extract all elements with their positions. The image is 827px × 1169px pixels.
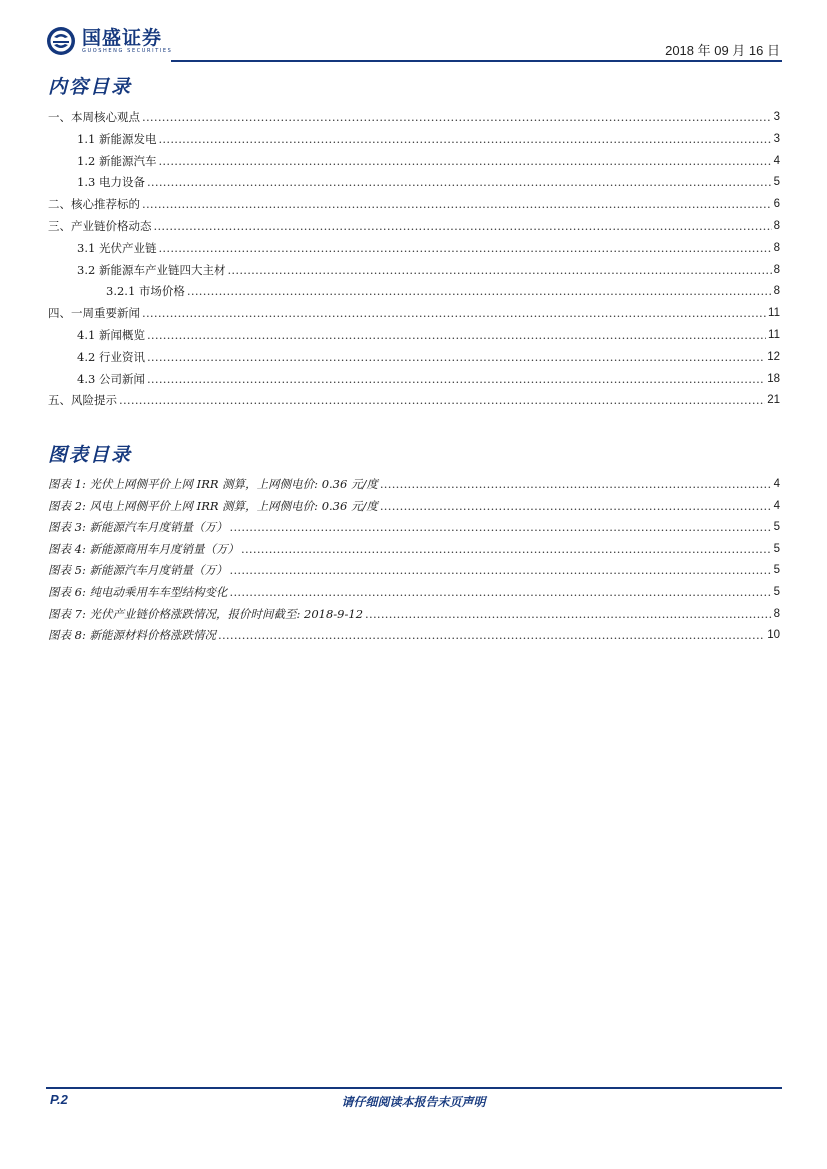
figure-entry[interactable]	[48, 583, 780, 601]
toc-entry-page: 21	[767, 394, 780, 407]
toc-leader-dots	[158, 130, 771, 148]
figure-entry-label: 图表 6: 纯电动乘用车车型结构变化	[48, 585, 228, 599]
toc-leader-dots	[187, 282, 772, 300]
header-rule	[171, 60, 782, 62]
toc-entry-page: 12	[767, 350, 780, 363]
logo-wordmark: 国盛证券	[82, 26, 163, 49]
toc-leader-dots	[142, 195, 772, 213]
toc-leader-dots	[119, 391, 765, 409]
figure-entry-page: 5	[773, 521, 780, 534]
toc-leader-dots	[158, 152, 771, 170]
figure-entry-page: 5	[773, 586, 780, 598]
toc-entry-label: 五、风险提示	[48, 393, 117, 408]
disclaimer-note: 请仔细阅读本报告末页声明	[341, 1095, 486, 1109]
toc-entry-page: 8	[773, 285, 780, 298]
toc-leader-dots	[147, 348, 765, 366]
toc-entry[interactable]	[77, 173, 780, 191]
figure-entry-label: 图表 1: 光伏上网侧平价上网 IRR 测算，上网侧电价: 0.36 元/度	[48, 477, 378, 491]
toc-entry[interactable]	[77, 370, 780, 388]
figure-leader-dots	[241, 540, 772, 558]
company-logo	[46, 24, 172, 58]
figure-entry[interactable]	[48, 518, 780, 536]
logo-subtitle: GUOSHENG SECURITIES	[82, 47, 173, 54]
toc-entry-page: 11	[768, 307, 780, 320]
figure-entry-page: 8	[773, 607, 780, 620]
toc-entry-label: 1.3 电力设备	[77, 175, 145, 190]
toc-leader-dots	[227, 261, 771, 279]
figure-entry[interactable]	[48, 561, 780, 579]
figure-entry-label: 图表 5: 新能源汽车月度销量（万）	[48, 563, 228, 578]
toc-entry-page: 3	[773, 132, 780, 145]
footer-rule	[46, 1087, 782, 1089]
toc-leader-dots	[158, 239, 771, 257]
guosheng-logo-icon	[46, 26, 76, 56]
toc-entry-page: 11	[768, 329, 780, 341]
toc-entry-label: 二、核心推荐标的	[48, 197, 140, 212]
figure-leader-dots	[380, 497, 772, 515]
toc-entry[interactable]	[77, 239, 780, 257]
figure-entry-page: 10	[767, 629, 780, 642]
figure-leader-dots	[230, 561, 772, 579]
figure-entry-label: 图表 7: 光伏产业链价格涨跌情况，报价时间截至: 2018-9-12	[48, 606, 364, 621]
toc-entry-label: 4.1 新闻概览	[77, 328, 145, 342]
toc-entry[interactable]	[77, 152, 780, 170]
figures-title: 图表目录	[48, 444, 133, 466]
toc-entry-label: 三、产业链价格动态	[48, 219, 152, 233]
figure-entry[interactable]	[48, 626, 780, 644]
figure-entry[interactable]	[48, 475, 780, 493]
figure-entry-page: 5	[773, 542, 780, 555]
toc-entry-label: 四、一周重要新闻	[48, 306, 140, 321]
figure-leader-dots	[365, 605, 772, 623]
toc-leader-dots	[147, 370, 765, 388]
toc-entry[interactable]	[77, 261, 780, 279]
toc-entry-page: 8	[773, 241, 780, 254]
figure-entry[interactable]	[48, 540, 780, 558]
toc-entry-page: 8	[773, 220, 780, 232]
toc-entry-label: 3.2.1 市场价格	[106, 284, 185, 299]
figure-leader-dots	[230, 518, 772, 536]
toc-entry[interactable]	[48, 391, 780, 409]
page-header	[46, 22, 782, 62]
toc-entry-label: 3.2 新能源车产业链四大主材	[77, 262, 226, 277]
toc-entry-label: 1.1 新能源发电	[77, 131, 157, 146]
toc-entry-page: 5	[773, 176, 780, 189]
toc-leader-dots	[147, 326, 766, 344]
page-number: P.2	[50, 1092, 68, 1107]
toc-entry-page: 4	[773, 154, 780, 167]
figure-entry-page: 5	[773, 564, 780, 577]
figure-entry[interactable]	[48, 605, 780, 623]
toc-entry-label: 3.1 光伏产业链	[77, 240, 157, 255]
figure-entry-label: 图表 3: 新能源汽车月度销量（万）	[48, 520, 228, 535]
toc-entry[interactable]	[48, 304, 780, 322]
figure-leader-dots	[218, 626, 765, 644]
toc-entry[interactable]	[77, 348, 780, 366]
figure-entry-page: 4	[773, 478, 780, 490]
toc-entry[interactable]	[48, 108, 780, 126]
toc-leader-dots	[147, 173, 772, 191]
figure-leader-dots	[230, 583, 772, 601]
toc-entry[interactable]	[77, 326, 780, 344]
toc-entry-label: 1.2 新能源汽车	[77, 153, 157, 168]
contents-title: 内容目录	[48, 76, 133, 98]
toc-leader-dots	[142, 108, 772, 126]
toc-leader-dots	[142, 304, 766, 322]
figure-entry-label: 图表 2: 风电上网侧平价上网 IRR 测算，上网侧电价: 0.36 元/度	[48, 498, 378, 513]
toc-entry-page: 3	[773, 111, 780, 123]
toc-entry[interactable]	[48, 217, 780, 235]
toc-entry-page: 6	[773, 198, 780, 211]
toc-entry-label: 4.2 行业资讯	[77, 349, 145, 364]
figure-leader-dots	[380, 475, 772, 493]
toc-entry-label: 4.3 公司新闻	[77, 371, 145, 386]
toc-entry[interactable]	[106, 282, 780, 300]
toc-entry-label: 一、本周核心观点	[48, 110, 140, 124]
report-date: 2018 年 09 月 16 日	[665, 43, 780, 58]
figure-entry-label: 图表 8: 新能源材料价格涨跌情况	[48, 628, 217, 643]
toc-leader-dots	[154, 217, 772, 235]
figure-entry-label: 图表 4: 新能源商用车月度销量（万）	[48, 541, 240, 556]
toc-entry-page: 8	[773, 263, 780, 276]
toc-entry[interactable]	[77, 130, 780, 148]
figure-entry-page: 4	[773, 499, 780, 512]
toc-entry[interactable]	[48, 195, 780, 213]
figure-entry[interactable]	[48, 497, 780, 515]
toc-entry-page: 18	[767, 372, 780, 385]
